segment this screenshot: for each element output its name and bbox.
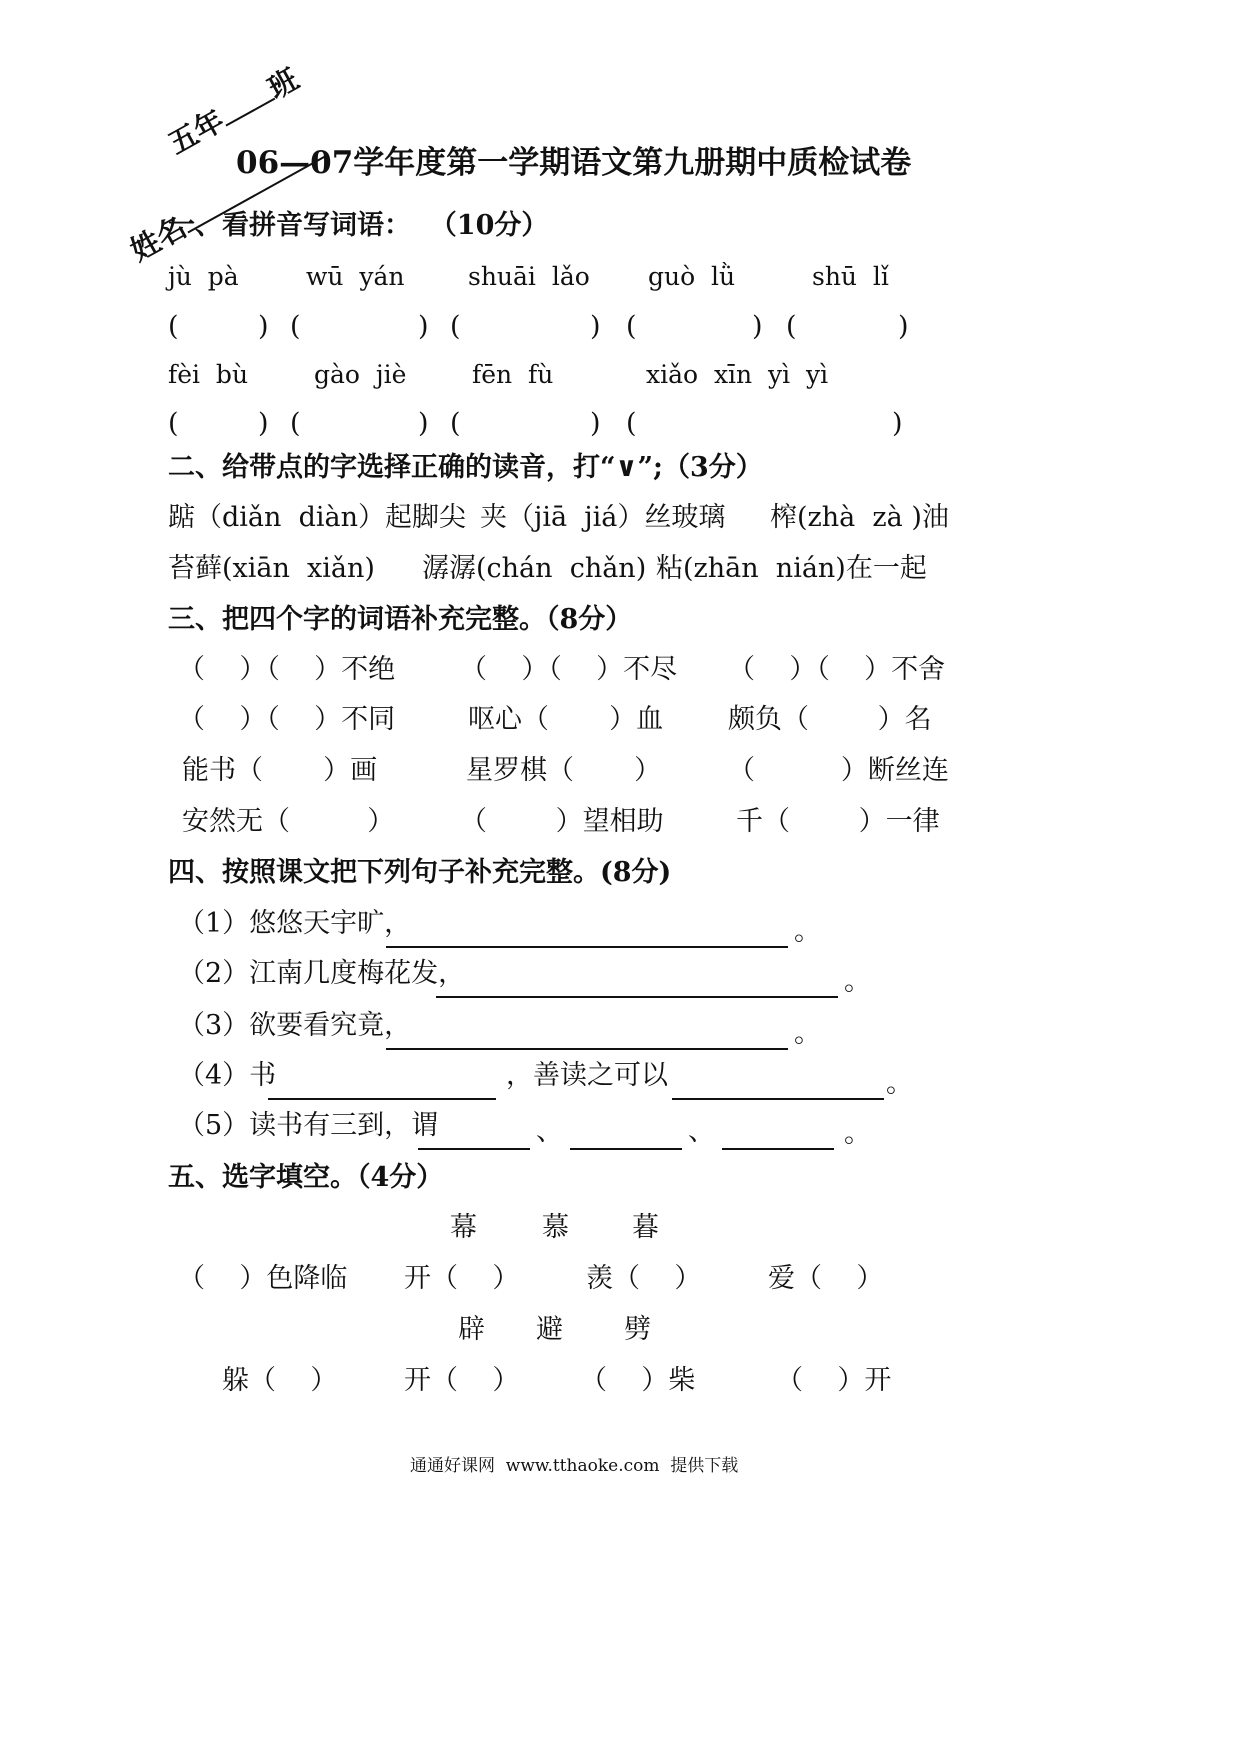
char-option-2: 慕	[542, 1212, 569, 1243]
sentence-3-end: 。	[794, 1018, 821, 1049]
bracket-close: )	[418, 311, 429, 342]
section3-heading: 三、把四个字的词语补充完整。（8分）	[168, 604, 633, 635]
bracket-close: )	[590, 311, 601, 342]
sentence-5-end: 。	[844, 1118, 871, 1149]
char-option-5: 避	[536, 1314, 563, 1345]
bracket-open: (	[290, 408, 301, 439]
bracket-close: )	[898, 311, 909, 342]
pinyin-3: shuāi lǎo	[468, 262, 590, 291]
sentence-5-blank-1[interactable]	[418, 1148, 530, 1150]
fill-item-6: 开（ ）	[404, 1365, 520, 1396]
sentence-1-prefix: （1）悠悠天宇旷，	[178, 908, 412, 939]
pinyin-6: fèi bù	[168, 360, 249, 389]
page-footer: 通通好课网 www.tthaoke.com 提供下载	[410, 1456, 739, 1476]
pinyin-5: shū lǐ	[812, 262, 889, 291]
idiom-6: 颇负（ ）名	[728, 704, 932, 735]
fill-item-5: 躲（ ）	[222, 1365, 338, 1396]
bracket-close: )	[258, 408, 269, 439]
section2-heading: 二、给带点的字选择正确的读音，打“∨”;（3分）	[168, 452, 763, 483]
sentence-1-blank[interactable]	[386, 946, 788, 948]
section1-heading: 一、看拼音写词语： （10分）	[168, 210, 549, 241]
bracket-close: )	[752, 311, 763, 342]
char-option-3: 暮	[632, 1212, 659, 1243]
bracket-close: )	[258, 311, 269, 342]
pinyin-2: wū yán	[306, 262, 405, 291]
pinyin-7: gào jiè	[314, 360, 407, 389]
bracket-open: (	[626, 408, 637, 439]
idiom-3: （ ）（ ）不舍	[728, 654, 946, 685]
bracket-close: )	[418, 408, 429, 439]
idiom-5: 呕心（ ）血	[468, 704, 664, 735]
char-option-6: 劈	[624, 1314, 651, 1345]
sentence-3-blank[interactable]	[386, 1048, 788, 1050]
bracket-open: (	[168, 408, 179, 439]
idiom-11: （ ）望相助	[460, 806, 664, 837]
sentence-4-end: 。	[886, 1068, 913, 1099]
reading-item-6: 粘(zhān nián)在一起	[656, 553, 927, 584]
reading-item-3: 榨(zhà zà )油	[770, 502, 949, 533]
fill-item-4: 爱（ ）	[768, 1263, 884, 1294]
fill-item-2: 开（ ）	[404, 1263, 520, 1294]
sentence-4-blank-1[interactable]	[268, 1098, 496, 1100]
idiom-7: 能书（ ）画	[182, 755, 378, 786]
sentence-4-prefix: （4）书	[178, 1060, 277, 1091]
bracket-close: )	[892, 408, 903, 439]
sentence-5-blank-2[interactable]	[570, 1148, 682, 1150]
fill-item-8: （ ）开	[776, 1365, 892, 1396]
char-option-1: 幕	[450, 1212, 477, 1243]
sentence-5-sep-2: 、	[688, 1116, 715, 1147]
class-blank[interactable]	[215, 78, 276, 126]
fill-item-1: （ ）色降临	[178, 1263, 348, 1294]
bracket-open: (	[786, 311, 797, 342]
idiom-4: （ ）（ ）不同	[178, 704, 396, 735]
idiom-10: 安然无（ ）	[182, 806, 395, 837]
fill-item-7: （ ）柴	[580, 1365, 696, 1396]
idiom-12: 千（ ）一律	[736, 806, 940, 837]
name-label: 姓名	[122, 128, 333, 270]
bracket-open: (	[626, 311, 637, 342]
idiom-8: 星罗棋（ ）	[466, 755, 662, 786]
sentence-2-blank[interactable]	[436, 996, 838, 998]
idiom-2: （ ）（ ）不尽	[460, 654, 678, 685]
idiom-1: （ ）（ ）不绝	[178, 654, 396, 685]
reading-item-5: 潺潺(chán chǎn)	[422, 553, 647, 584]
bracket-open: (	[450, 408, 461, 439]
bracket-open: (	[168, 311, 179, 342]
sentence-4-blank-2[interactable]	[672, 1098, 884, 1100]
sentence-5-blank-3[interactable]	[722, 1148, 834, 1150]
pinyin-8: fēn fù	[472, 360, 554, 389]
reading-item-2: 夹（jiā jiá）丝玻璃	[480, 502, 726, 533]
char-option-4: 辟	[458, 1314, 485, 1345]
sentence-5-sep-1: 、	[536, 1116, 563, 1147]
class-label: 五年班	[162, 61, 305, 161]
fill-item-3: 羡（ ）	[586, 1263, 702, 1294]
sentence-2-end: 。	[844, 966, 871, 997]
reading-item-1: 踮（diǎn diàn）起脚尖	[168, 502, 466, 533]
sentence-2-prefix: （2）江南几度梅花发，	[178, 958, 466, 989]
idiom-9: （ ）断丝连	[728, 755, 949, 786]
pinyin-1: jù pà	[168, 262, 239, 291]
sentence-3-prefix: （3）欲要看究竟，	[178, 1010, 412, 1041]
bracket-close: )	[590, 408, 601, 439]
pinyin-4: guò lǜ	[648, 262, 736, 291]
bracket-open: (	[450, 311, 461, 342]
section4-heading: 四、按照课文把下列句子补充完整。(8分)	[168, 857, 672, 888]
pinyin-9: xiǎo xīn yì yì	[646, 360, 829, 389]
section5-heading: 五、选字填空。（4分）	[168, 1162, 444, 1193]
bracket-open: (	[290, 311, 301, 342]
reading-item-4: 苔藓(xiān xiǎn)	[168, 553, 375, 584]
page-title: 06—07学年度第一学期语文第九册期中质检试卷	[236, 145, 912, 181]
sentence-4-mid: ，善读之可以	[506, 1060, 668, 1091]
sentence-1-end: 。	[794, 916, 821, 947]
sentence-5-prefix: （5）读书有三到，谓	[178, 1110, 439, 1141]
